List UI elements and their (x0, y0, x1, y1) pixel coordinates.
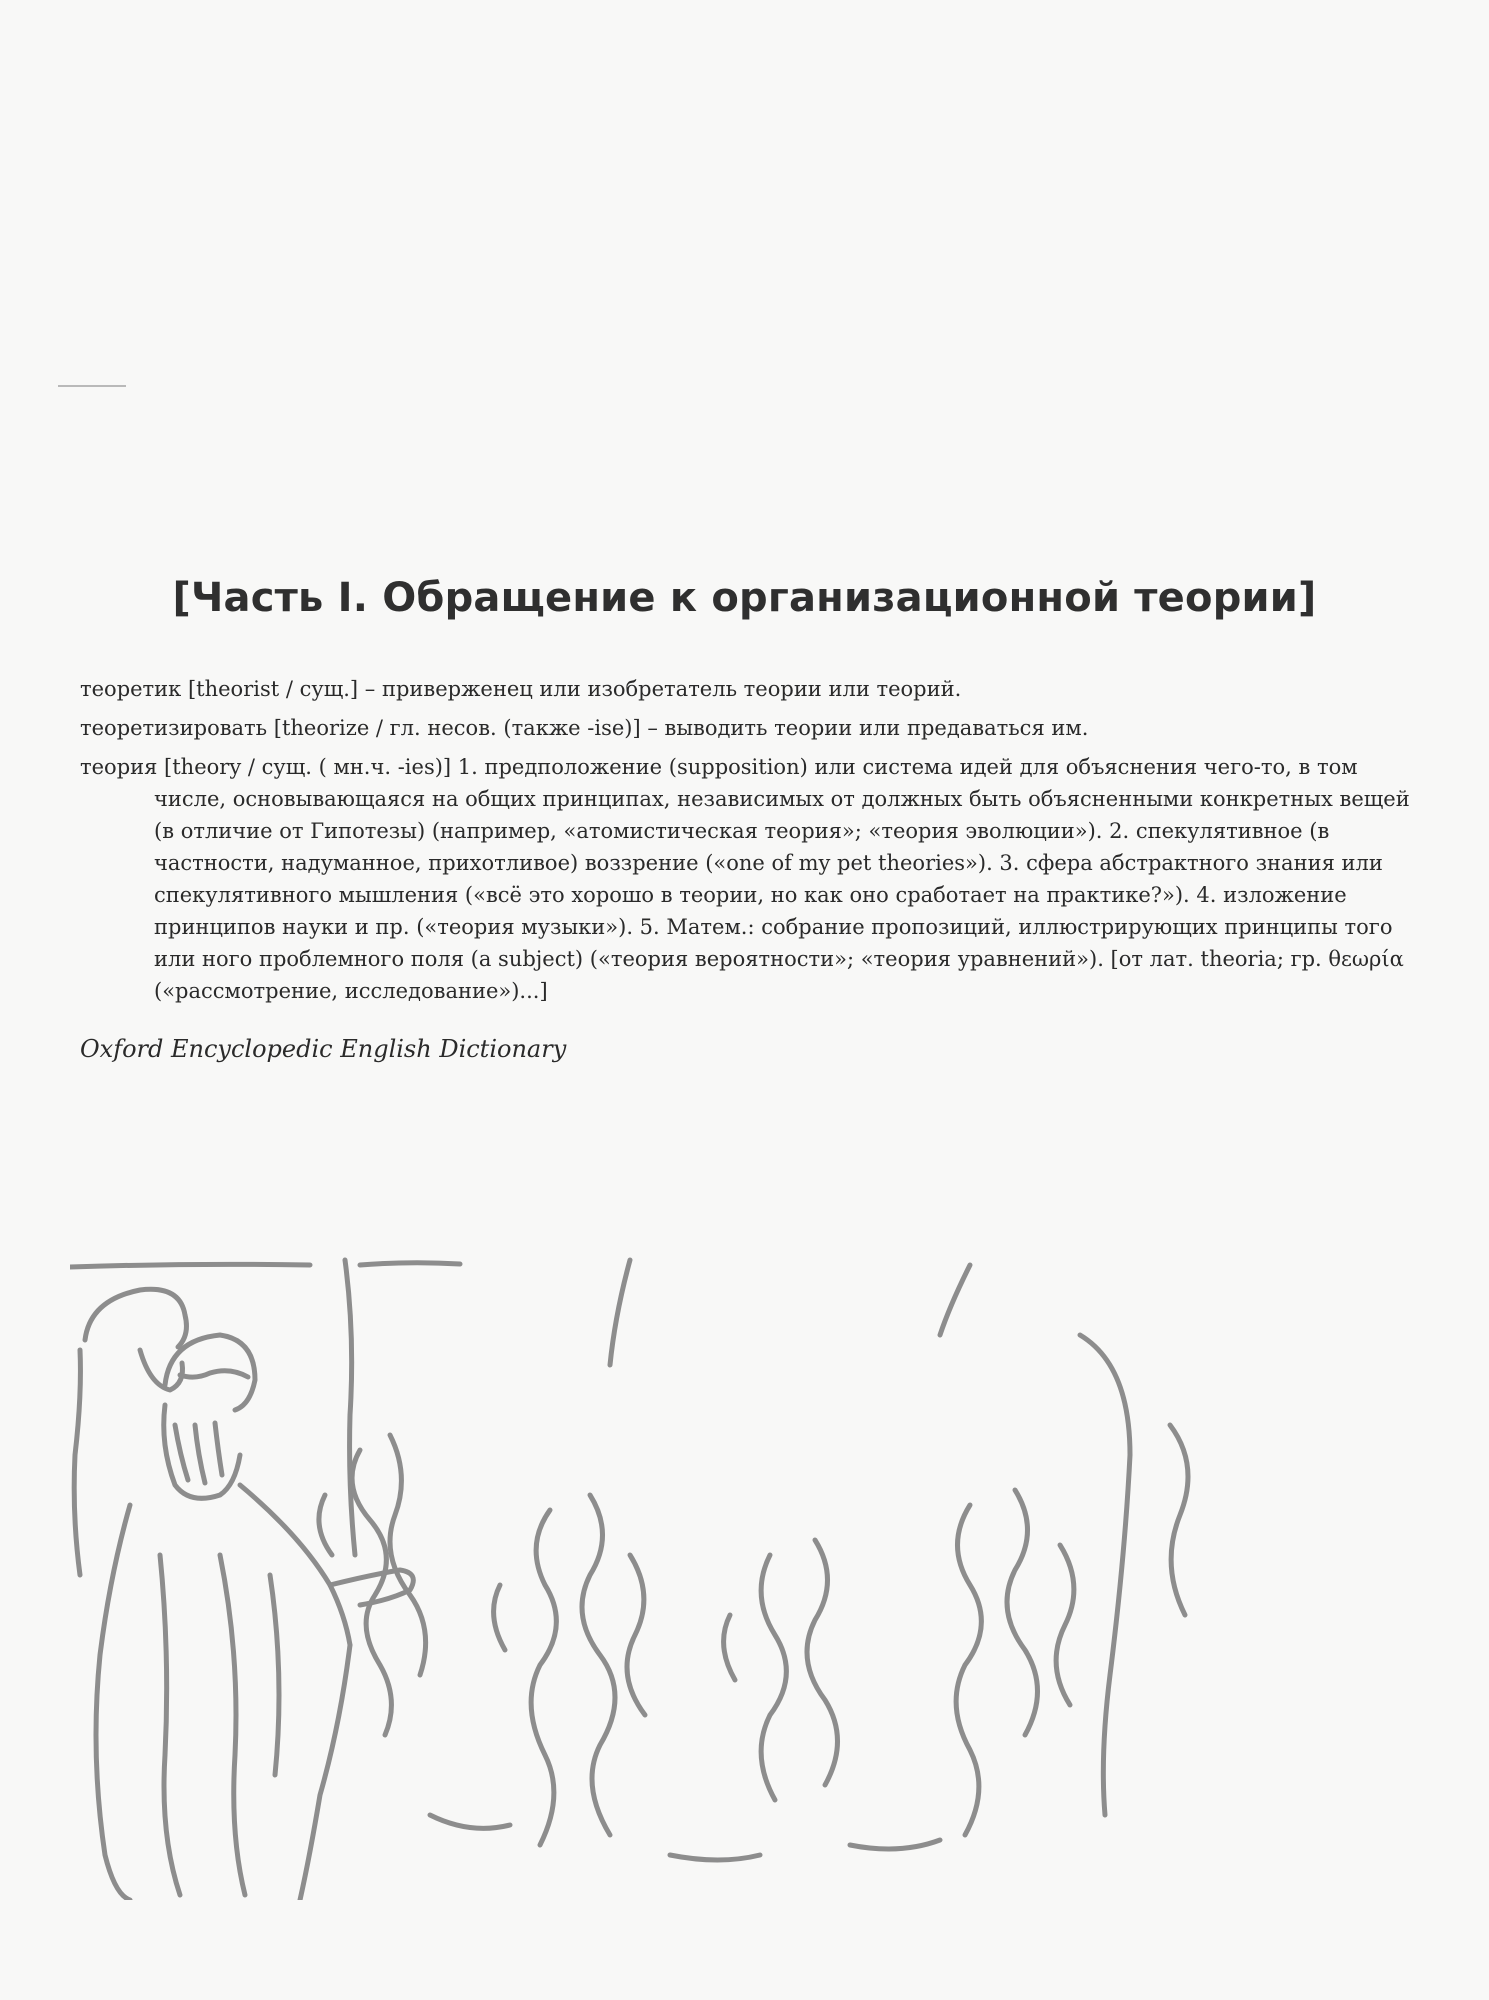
flame-3a (761, 1555, 786, 1800)
flame-2b (582, 1495, 615, 1835)
pillar-2 (610, 1260, 630, 1365)
rock-edge (1080, 1335, 1130, 1815)
cap-band (180, 1371, 248, 1377)
robe-fold-2 (220, 1555, 245, 1895)
ground-lines (430, 1815, 940, 1860)
margin-mark (58, 385, 126, 387)
hood-back (85, 1289, 186, 1347)
flame-4c (1056, 1545, 1074, 1705)
frame-line-2 (360, 1263, 460, 1265)
flame-4a (956, 1505, 981, 1835)
beard-strands (175, 1423, 222, 1483)
flame-3b (807, 1540, 838, 1785)
frame-line-1 (70, 1264, 310, 1267)
robe-left (96, 1505, 130, 1900)
robe-fold-1 (160, 1555, 180, 1895)
flame-3c (724, 1615, 735, 1680)
dictionary-entries (80, 673, 1415, 1014)
entry-theorize: теоретизировать [theorize / гл. несов. (также -ise)] – выводить теории или предаваться им. (80, 716, 1089, 740)
engraving-illustration (70, 1255, 1325, 1900)
pillar-1 (345, 1260, 355, 1555)
flame-2a (531, 1510, 556, 1845)
flame-4b (1007, 1490, 1038, 1735)
entry-theorist: теоретик [theorist / сущ.] – приверженец или изобретатель теории или теорий. (80, 677, 962, 701)
robe-fold-3 (270, 1575, 279, 1775)
pillar-3 (940, 1265, 970, 1335)
flame-1c (319, 1495, 332, 1555)
flame-2c (627, 1555, 645, 1715)
source-citation: Oxford Encyclopedic English Dictionary (80, 1035, 567, 1063)
beard (164, 1405, 240, 1498)
flame-1b (390, 1435, 426, 1675)
chapter-title: [Часть I. Обращение к организационной теории] (172, 575, 1317, 621)
entry-theory: теория [theory / сущ. ( мн.ч. -ies)] 1. предположение (supposition) или система идей для объяснения чего-то, в том числе, основывающаяся на общих принципах, независимых от должных быть объясненными конкретных вещей (в отличие от Гипотезы) (например, «атомистическая теория»; «теория эволюции»). 2. спекулятивное (в частности, надуманное, прихотливое) воззрение («one of my pet theories»). 3. сфера абстрактного знания или спекулятивного мышления («всё это хорошо в теории, но как оно сработает на практике?»). 4. изложение принципов науки и пр. («теория музыки»). 5. Матем.: собрание пропозиций, иллюстрирующих принципы того или ного проблемного поля (a subject) («теория вероятности»; «теория уравнений»). [от лат. theoria; гр. θεωρία («рассмотрение, исследование»)...] (80, 755, 1410, 1003)
shoulder (240, 1485, 350, 1645)
flame-2d (494, 1585, 505, 1650)
body-back (74, 1350, 80, 1575)
flame-4d (1170, 1425, 1188, 1615)
flame-1a (352, 1450, 391, 1735)
robe-right (300, 1645, 350, 1900)
